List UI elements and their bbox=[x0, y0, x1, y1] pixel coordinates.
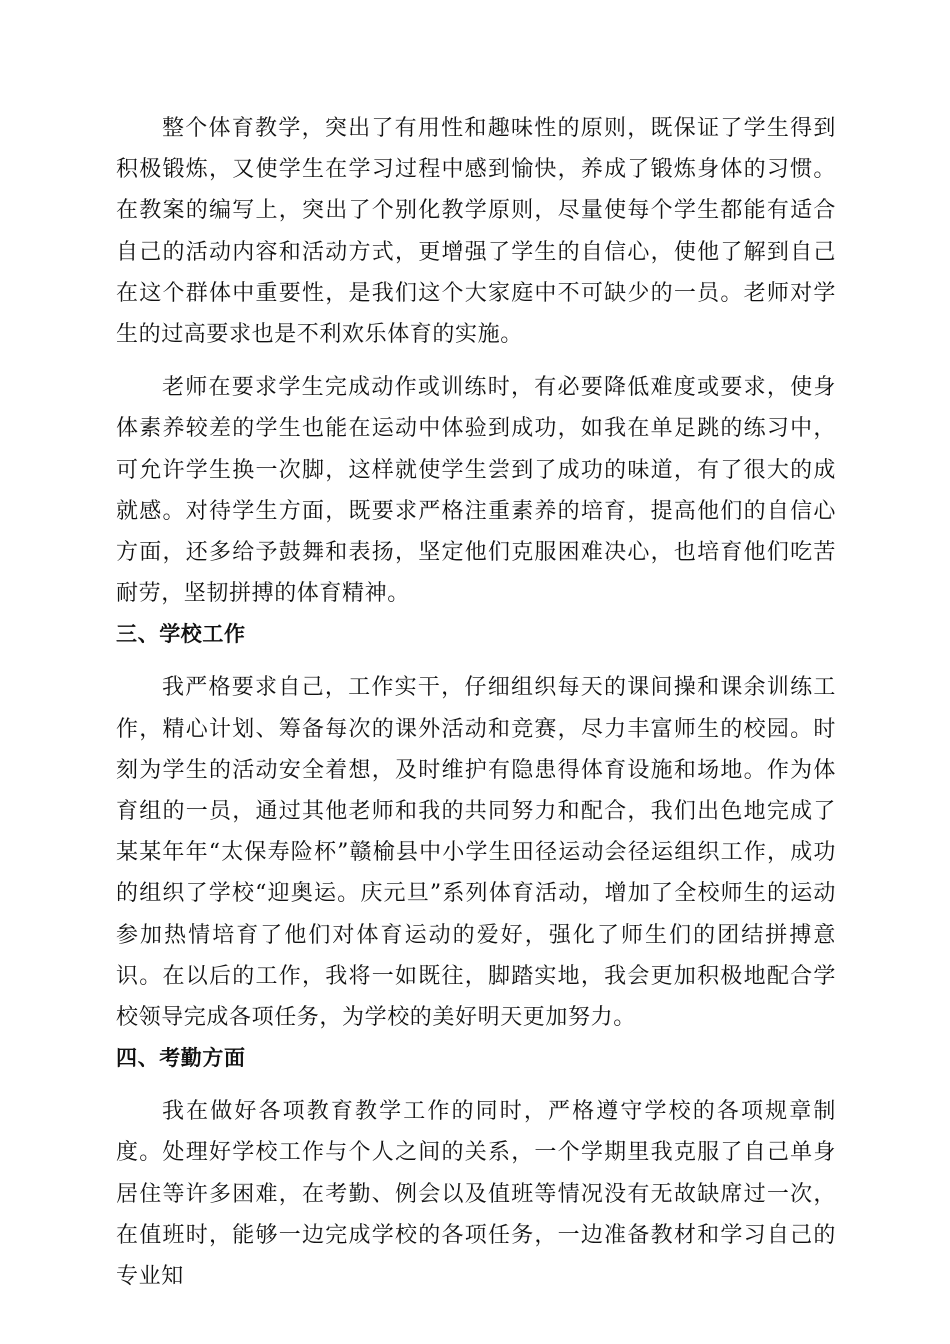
paragraph-attendance: 我在做好各项教育教学工作的同时，严格遵守学校的各项规章制度。处理好学校工作与个人之间的关系，一个学期里我克服了自己单身居住等许多困难，在考勤、例会以及值班等情况没有无故缺席过一次，在值班时，能够一边完成学校的各项任务，一边准备教材和学习自己的专业知 bbox=[116, 1099, 836, 1290]
paragraph-school-work: 我严格要求自己，工作实干，仔细组织每天的课间操和课余训练工作，精心计划、筹备每次的课外活动和竞赛，尽力丰富师生的校园。时刻为学生的活动安全着想，及时维护有隐患得体育设施和场地。作为体育组的一员，通过其他老师和我的共同努力和配合，我们出色地完成了某某年年“太保寿险杯”赣榆县中小学生田径运动会径运组织工作，成功的组织了学校“迎奥运。庆元旦”系列体育活动，增加了全校师生的运动参加热情培育了他们对体育运动的爱好，强化了师生们的团结拼搏意识。在以后的工作，我将一如既往，脚踏实地，我会更加积极地配合学校领导完成各项任务，为学校的美好明天更加努力。 bbox=[116, 675, 836, 1031]
section-heading-school-work: 三、学校工作 bbox=[116, 622, 246, 647]
document-page bbox=[116, 108, 836, 1297]
paragraph-teacher-requirements: 老师在要求学生完成动作或训练时，有必要降低难度或要求，使身体素养较差的学生也能在运动中体验到成功，如我在单足跳的练习中，可允许学生换一次脚，这样就使学生尝到了成功的味道，有了很大的成就感。对待学生方面，既要求严格注重素养的培育，提高他们的自信心方面，还多给予鼓舞和表扬，坚定他们克服困难决心，也培育他们吃苦耐劳，坚韧拼搏的体育精神。 bbox=[116, 375, 836, 607]
section-heading-attendance: 四、考勤方面 bbox=[116, 1046, 246, 1071]
paragraph-teaching-principles: 整个体育教学，突出了有用性和趣味性的原则，既保证了学生得到积极锻炼，又使学生在学习过程中感到愉快，养成了锻炼身体的习惯。在教案的编写上，突出了个别化教学原则，尽量使每个学生都能有适合自己的活动内容和活动方式，更增强了学生的自信心，使他了解到自己在这个群体中重要性，是我们这个大家庭中不可缺少的一员。老师对学生的过高要求也是不利欢乐体育的实施。 bbox=[116, 116, 836, 348]
